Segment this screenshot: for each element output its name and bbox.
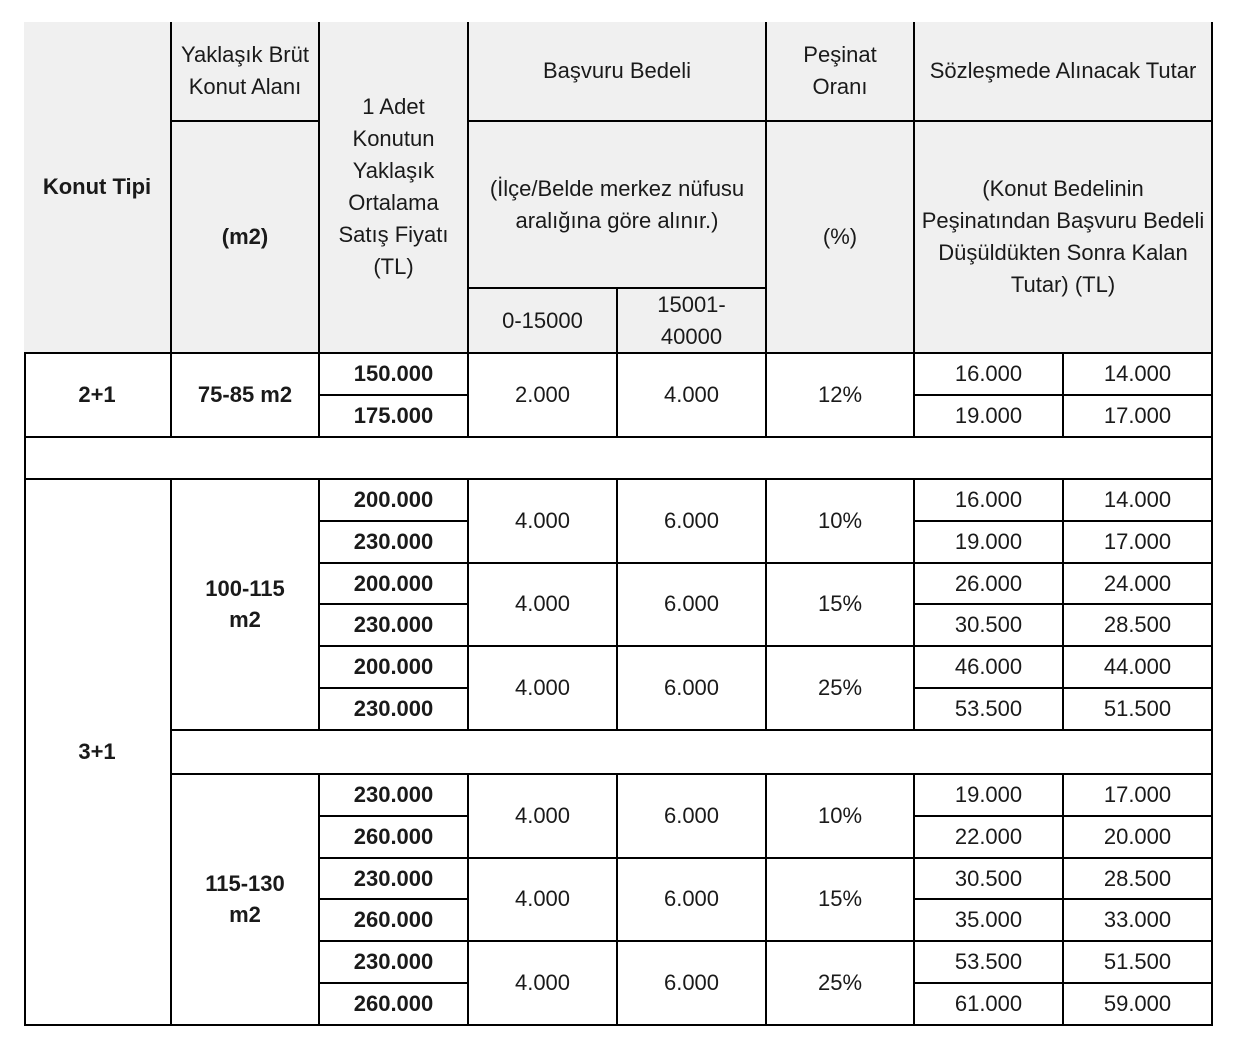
price-cell: 230.000 — [320, 942, 469, 984]
amount-cell: 16.000 — [915, 480, 1064, 522]
fee-cell-15001-40000: 6.000 — [618, 480, 767, 564]
amount-cell: 53.500 — [915, 942, 1064, 984]
price-cell: 260.000 — [320, 984, 469, 1026]
price-cell: 230.000 — [320, 859, 469, 901]
fee-cell-0-15000: 4.000 — [469, 942, 618, 1026]
amount-cell: 19.000 — [915, 396, 1064, 438]
amount-cell: 14.000 — [1064, 354, 1213, 396]
price-cell: 175.000 — [320, 396, 469, 438]
rate-cell: 10% — [767, 480, 915, 564]
amount-cell: 35.000 — [915, 900, 1064, 942]
amount-cell: 26.000 — [915, 564, 1064, 606]
konut-tipi-cell: 3+1 — [24, 480, 172, 1026]
area-cell: 75-85 m2 — [172, 354, 320, 438]
price-cell: 200.000 — [320, 564, 469, 606]
amount-cell: 17.000 — [1064, 775, 1213, 817]
rate-cell: 15% — [767, 564, 915, 648]
fee-cell-15001-40000: 6.000 — [618, 564, 767, 648]
amount-cell: 24.000 — [1064, 564, 1213, 606]
rate-cell: 10% — [767, 775, 915, 859]
header-konut-tipi: Konut Tipi — [24, 22, 172, 354]
price-cell: 230.000 — [320, 689, 469, 731]
amount-cell: 19.000 — [915, 522, 1064, 564]
amount-cell: 51.500 — [1064, 689, 1213, 731]
fee-cell-0-15000: 4.000 — [469, 859, 618, 943]
fee-cell-0-15000: 4.000 — [469, 564, 618, 648]
price-cell: 260.000 — [320, 817, 469, 859]
amount-cell: 51.500 — [1064, 942, 1213, 984]
fee-cell-15001-40000: 6.000 — [618, 942, 767, 1026]
price-cell: 230.000 — [320, 775, 469, 817]
amount-cell: 61.000 — [915, 984, 1064, 1026]
amount-cell: 20.000 — [1064, 817, 1213, 859]
header-brut-alan: Yaklaşık Brüt Konut Alanı — [172, 22, 320, 122]
header-pesinat-unit: (%) — [767, 122, 915, 354]
rate-cell: 12% — [767, 354, 915, 438]
header-brut-alan-unit: (m2) — [172, 122, 320, 354]
spacer-row — [24, 438, 1213, 480]
header-pop-range-1: 0-15000 — [469, 289, 618, 354]
fee-cell-0-15000: 2.000 — [469, 354, 618, 438]
amount-cell: 19.000 — [915, 775, 1064, 817]
amount-cell: 53.500 — [915, 689, 1064, 731]
fee-cell-0-15000: 4.000 — [469, 647, 618, 731]
header-sozlesme-note: (Konut Bedelinin Peşinatından Başvuru Bedeli Düşüldükten Sonra Kalan Tutar) (TL) — [915, 122, 1213, 354]
rate-cell: 15% — [767, 859, 915, 943]
amount-cell: 16.000 — [915, 354, 1064, 396]
fee-cell-15001-40000: 4.000 — [618, 354, 767, 438]
price-cell: 230.000 — [320, 522, 469, 564]
amount-cell: 30.500 — [915, 605, 1064, 647]
price-cell: 200.000 — [320, 480, 469, 522]
area-cell: 100-115 m2 — [172, 480, 320, 731]
fee-cell-0-15000: 4.000 — [469, 775, 618, 859]
price-cell: 150.000 — [320, 354, 469, 396]
header-pesinat-orani: Peşinat Oranı — [767, 22, 915, 122]
header-pop-range-2: 15001- 40000 — [618, 289, 767, 354]
amount-cell: 46.000 — [915, 647, 1064, 689]
amount-cell: 59.000 — [1064, 984, 1213, 1026]
konut-tipi-cell: 2+1 — [24, 354, 172, 438]
amount-cell: 28.500 — [1064, 605, 1213, 647]
amount-cell: 44.000 — [1064, 647, 1213, 689]
header-basvuru-bedeli: Başvuru Bedeli — [469, 22, 767, 122]
fee-cell-15001-40000: 6.000 — [618, 859, 767, 943]
amount-cell: 22.000 — [915, 817, 1064, 859]
amount-cell: 17.000 — [1064, 522, 1213, 564]
price-cell: 200.000 — [320, 647, 469, 689]
price-cell: 230.000 — [320, 605, 469, 647]
rate-cell: 25% — [767, 647, 915, 731]
spacer-row — [172, 731, 1213, 775]
price-cell: 260.000 — [320, 900, 469, 942]
amount-cell: 33.000 — [1064, 900, 1213, 942]
fee-cell-15001-40000: 6.000 — [618, 647, 767, 731]
header-basvuru-note: (İlçe/Belde merkez nüfusu aralığına göre alınır.) — [469, 122, 767, 289]
area-cell: 115-130 m2 — [172, 775, 320, 1026]
amount-cell: 28.500 — [1064, 859, 1213, 901]
amount-cell: 30.500 — [915, 859, 1064, 901]
rate-cell: 25% — [767, 942, 915, 1026]
amount-cell: 14.000 — [1064, 480, 1213, 522]
fee-cell-15001-40000: 6.000 — [618, 775, 767, 859]
fee-cell-0-15000: 4.000 — [469, 480, 618, 564]
amount-cell: 17.000 — [1064, 396, 1213, 438]
header-fiyat: 1 Adet Konutun Yaklaşık Ortalama Satış Fiyatı (TL) — [320, 22, 469, 354]
header-sozlesme: Sözleşmede Alınacak Tutar — [915, 22, 1213, 122]
